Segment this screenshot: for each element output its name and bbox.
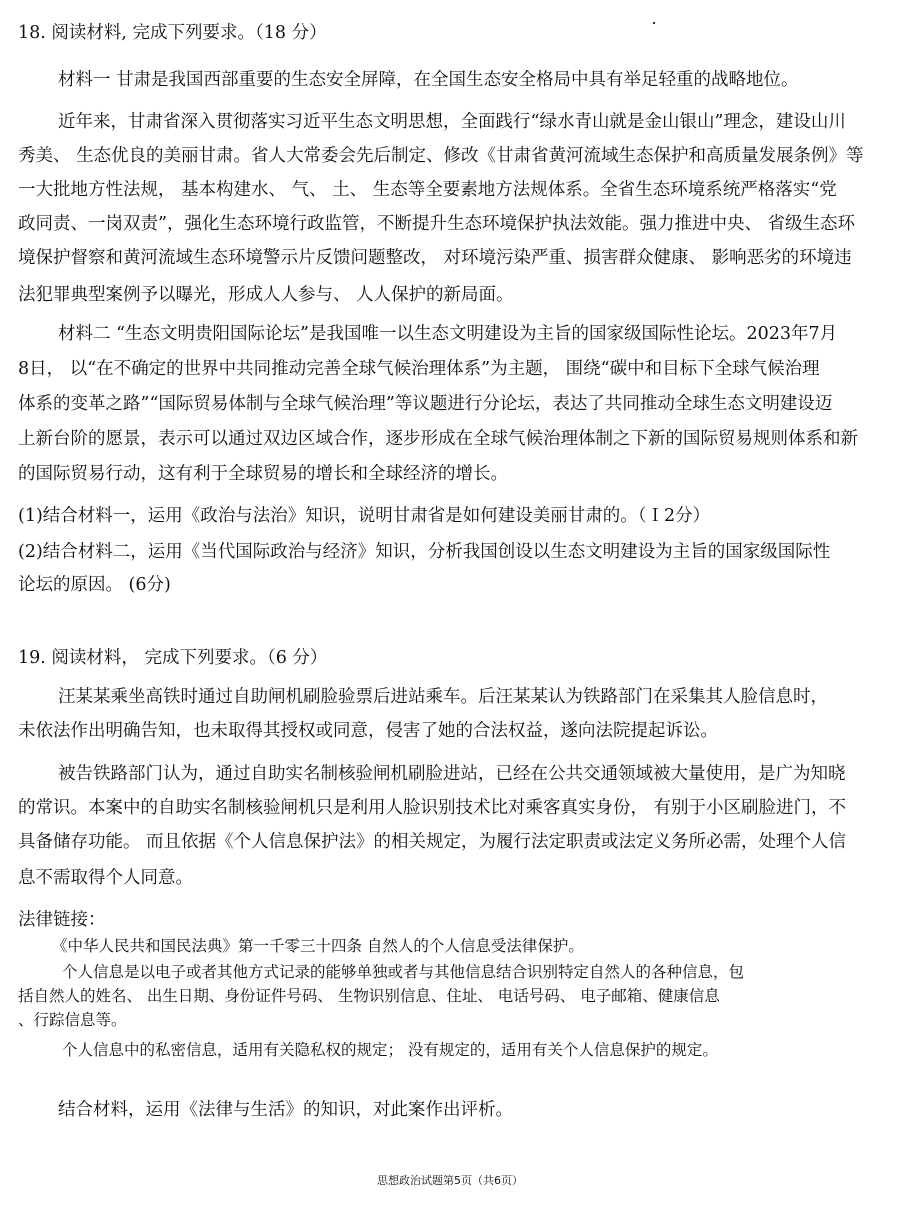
q18-material1-line: 近年来，甘肃省深入贯彻落实习近平生态文明思想，全面践行“绿水青山就是金山银山”理念，建设山川 — [58, 112, 846, 132]
q18-material1-line: 境保护督察和黄河流域生态环境警示片反馈问题整改， 对环境污染严重、损害群众健康、 影响恶劣的环境违 — [18, 248, 852, 268]
q18-subquestion-2: (2)结合材料二，运用《当代国际政治与经济》知识，分析我国创设以生态文明建设为主旨的国家级国际性 — [18, 542, 831, 562]
q18-material1-line: 秀美、 生态优良的美丽甘肃。省人大常委会先后制定、修改《甘肃省黄河流域生态保护和高质量发展条例》等 — [18, 146, 864, 166]
law-text-line: 、行踪信息等。 — [18, 1011, 127, 1029]
law-text-line: 个人信息中的私密信息，适用有关隐私权的规定； 没有规定的，适用有关个人信息保护的规定。 — [62, 1041, 718, 1059]
q18-material2-line: 的国际贸易行动，这有利于全球贸易的增长和全球经济的增长。 — [18, 464, 508, 484]
q18-material2-line: 材料二 “生态文明贵阳国际论坛”是我国唯一以生态文明建设为主旨的国家级国际性论坛。2023年7月 — [58, 324, 838, 344]
law-text-line: 个人信息是以电子或者其他方式记录的能够单独或者与其他信息结合识别特定自然人的各种信息，包 — [62, 963, 745, 981]
q18-material1-line: 一大批地方性法规， 基本构建水、 气、 土、 生态等全要素地方法规体系。全省生态环境系统严格落实“党 — [18, 180, 837, 200]
q19-paragraph2-line: 的常识。本案中的自助实名制核验闸机只是利用人脸识别技术比对乘客真实身份， 有别于小区刷脸进门，不 — [18, 798, 847, 818]
q18-title: 18. 阅读材料, 完成下列要求。（18 分） — [18, 23, 327, 43]
q18-subquestion-2-cont: 论坛的原因。 (6分) — [18, 575, 171, 595]
q19-task: 结合材料，运用《法律与生活》的知识，对此案作出评析。 — [58, 1100, 513, 1120]
q19-paragraph1-line: 汪某某乘坐高铁时通过自助闸机刷脸验票后进站乘车。后汪某某认为铁路部门在采集其人脸信息时， — [58, 687, 828, 707]
q18-material1-line: 法犯罪典型案例予以曝光，形成人人参与、 人人保护的新局面。 — [18, 285, 514, 305]
q18-material1-line: 材料一 甘肃是我国西部重要的生态安全屏障，在全国生态安全格局中具有举足轻重的战略地位。 — [58, 70, 799, 90]
q18-subquestion-1: (1)结合材料一，运用《政治与法治》知识，说明甘肃省是如何建设美丽甘肃的。（Ｉ2分） — [18, 506, 711, 526]
q18-material2-line: 8日， 以“在不确定的世界中共同推动完善全球气候治理体系”为主题， 围绕“碳中和目标下全球气候治理 — [18, 359, 820, 379]
page-footer: 思想政治试题第5页（共6页） — [377, 1174, 523, 1187]
q19-paragraph2-line: 息不需取得个人同意。 — [18, 868, 193, 888]
q19-title: 19. 阅读材料， 完成下列要求。（6 分） — [18, 648, 328, 668]
q19-paragraph2-line: 具备储存功能。 而且依据《个人信息保护法》的相关规定，为履行法定职责或法定义务所必需，处理个人信 — [18, 832, 847, 852]
q18-material2-line: 体系的变革之路”“国际贸易体制与全球气候治理”等议题进行分论坛，表达了共同推动全球生态文明建设迈 — [18, 394, 833, 414]
law-link-label: 法律链接： — [18, 910, 106, 930]
law-text-line: 括自然人的姓名、 出生日期、身份证件号码、 生物识别信息、住址、 电话号码、 电子邮箱、健康信息 — [18, 987, 720, 1005]
q18-material2-line: 上新台阶的愿景，表示可以通过双边区域合作，逐步形成在全球气候治理体制之下新的国际贸易规则体系和新 — [18, 429, 858, 449]
scan-speck — [653, 22, 655, 24]
law-text-line: 《中华人民共和国民法典》第一千零三十四条 自然人的个人信息受法律保护。 — [52, 937, 584, 955]
q19-paragraph1-line: 未依法作出明确告知，也未取得其授权或同意，侵害了她的合法权益，遂向法院提起诉讼。 — [18, 721, 718, 741]
q18-material1-line: 政同责、一岗双责”，强化生态环境行政监管，不断提升生态环境保护执法效能。强力推进中央、 省级生态环 — [18, 214, 856, 234]
q19-paragraph2-line: 被告铁路部门认为，通过自助实名制核验闸机刷脸进站，已经在公共交通领域被大量使用，是广为知晓 — [58, 764, 846, 784]
